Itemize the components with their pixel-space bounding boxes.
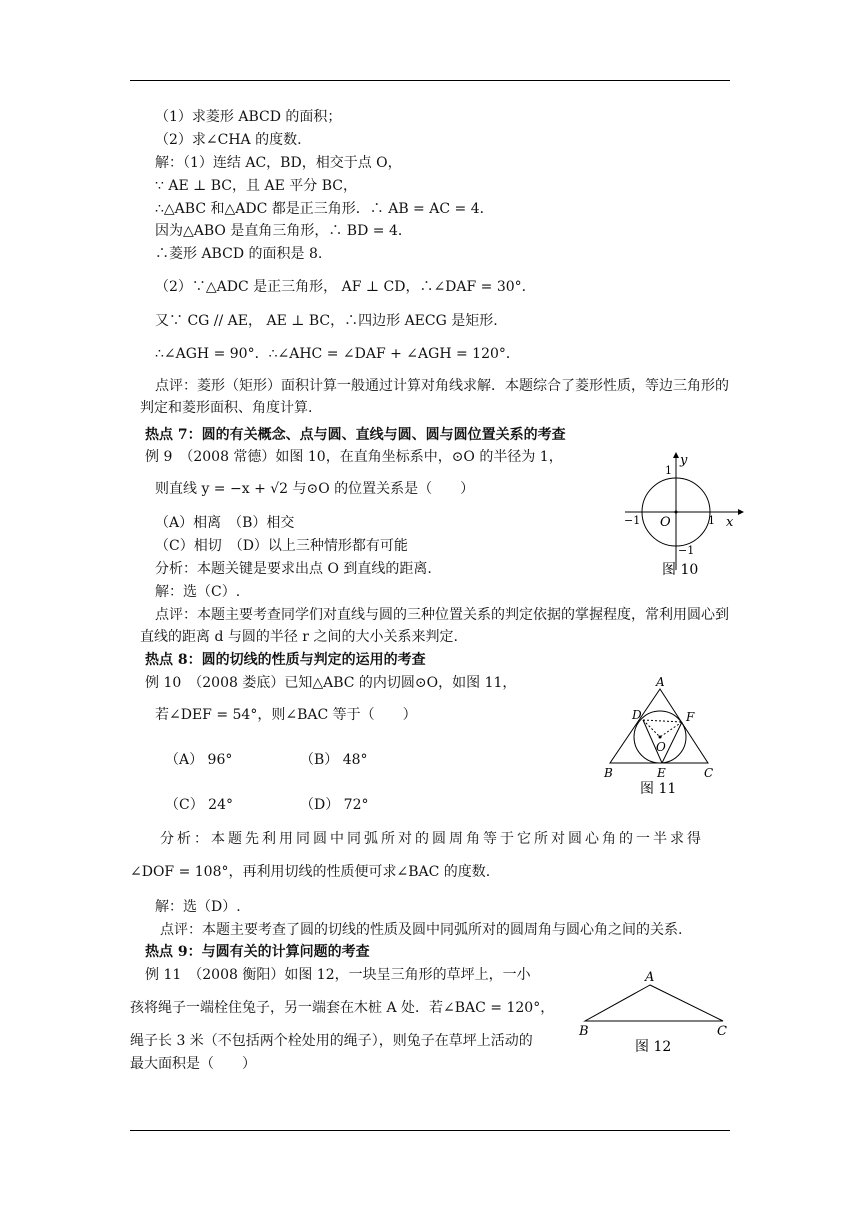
fig10-caption: 图 10 [662, 562, 699, 578]
fig11-label-d: D [632, 708, 642, 722]
figure-12 [575, 965, 735, 1055]
figure-10 [620, 450, 750, 580]
example-11-line: 例 11 （2008 衡阳）如图 12，一块呈三角形的草坪上，一小 [145, 967, 531, 983]
solution-line: （2）∵△ADC 是正三角形， AF ⊥ CD，∴∠DAF = 30°． [155, 279, 536, 295]
fig11-label-c: C [704, 766, 714, 780]
choice-c: （C） 24° [165, 797, 233, 813]
question-1: （1）求菱形 ABCD 的面积； [155, 109, 342, 125]
choice-d: （D） 72° [300, 797, 369, 813]
fig11-caption: 图 11 [640, 781, 677, 797]
hotspot-heading-7: 热点 7：圆的有关概念、点与圆、直线与圆、圆与圆位置关系的考查 [145, 427, 566, 443]
fig12-label-a: A [645, 970, 655, 985]
hotspot-heading-8: 热点 8：圆的切线的性质与判定的运用的考查 [145, 652, 426, 668]
solution-line: ∴∠AGH = 90°．∴∠AHC = ∠DAF + ∠AGH = 120°． [155, 346, 520, 362]
figure-11 [600, 675, 720, 800]
fig11-label-f: F [686, 710, 695, 724]
comment-paragraph: 点评：菱形（矩形）面积计算一般通过计算对角线求解．本题综合了菱形性质，等边三角形的判定和菱形面积、角度计算. [140, 378, 729, 416]
solution-line: ∴菱形 ABCD 的面积是 8. [155, 246, 323, 262]
solution-line: ∴△ABC 和△ADC 都是正三角形．∴ AB = AC = 4． [155, 201, 494, 217]
fig12-label-c: C [717, 1024, 727, 1039]
fig10-x-label: x [726, 515, 734, 530]
example-11-line: 绳子长 3 米（不包括两个栓处用的绳子），则兔子在草坪上活动的 [130, 1033, 533, 1049]
choice-a: （A） 96° [165, 752, 233, 768]
example-11-line: 孩将绳子一端栓住兔子，另一端套在木桩 A 处．若∠BAC = 120°， [130, 1000, 555, 1016]
fig12-caption: 图 12 [635, 1039, 672, 1055]
fig12-label-b: B [579, 1024, 589, 1039]
example-9-comment: 点评：本题主要考查同学们对直线与圆的三种位置关系的判定依据的掌握程度，常利用圆心到直线的距离 d 与圆的半径 r 之间的大小关系来判定. [140, 607, 729, 645]
solution-line: 解：（1）连结 AC，BD，相交于点 O， [155, 155, 402, 171]
fig10-tick: 1 [665, 464, 672, 477]
hotspot-heading-9: 热点 9：与圆有关的计算问题的考查 [145, 944, 370, 960]
example-9-choices: （A）相离 （B）相交 [155, 515, 295, 531]
fig11-label-a: A [656, 675, 665, 689]
solution-line: ∵ AE ⊥ BC，且 AE 平分 BC， [155, 178, 357, 194]
top-rule [130, 80, 730, 81]
example-10-line: 若∠DEF = 54°，则∠BAC 等于（ ） [155, 707, 417, 723]
example-9-line: 则直线 y = −x + √2 与⊙O 的位置关系是（ ） [155, 481, 475, 497]
example-11-line: 最大面积是（ ） [130, 1056, 256, 1072]
example-9-choices: （C）相切 （D）以上三种情形都有可能 [155, 538, 408, 554]
example-10-comment: 点评：本题主要考查了圆的切线的性质及圆中同弧所对的圆周角与圆心角之间的关系. [160, 922, 683, 938]
example-10-answer: 解：选（D）. [155, 899, 241, 915]
fig10-y-label: y [680, 453, 688, 468]
fig11-label-e: E [657, 766, 666, 780]
fig10-tick: −1 [678, 544, 695, 557]
bottom-rule [130, 1130, 730, 1131]
solution-line: 因为△ABO 是直角三角形，∴ BD = 4． [155, 223, 412, 239]
example-10-line: 例 10 （2008 娄底）已知△ABC 的内切圆⊙O，如图 11， [145, 675, 517, 691]
solution-line: 又∵ CG // AE， AE ⊥ BC，∴四边形 AECG 是矩形. [155, 313, 498, 329]
fig10-origin: O [660, 515, 671, 530]
question-2: （2）求∠CHA 的度数. [155, 132, 302, 148]
fig11-label-b: B [604, 766, 613, 780]
fig10-tick: 1 [708, 514, 715, 527]
example-9-analysis: 分析：本题关键是要求出点 O 到直线的距离. [155, 561, 432, 577]
fig11-label-o: O [656, 740, 666, 754]
example-9-answer: 解：选（C）. [155, 584, 241, 600]
choice-b: （B） 48° [300, 752, 368, 768]
example-10-analysis: 分析：本题先利用同圆中同弧所对的圆周角等于它所对圆心角的一半求得 [160, 831, 704, 847]
example-10-analysis: ∠DOF = 108°，再利用切线的性质便可求∠BAC 的度数. [130, 864, 491, 880]
fig10-tick: −1 [624, 514, 641, 527]
example-9-line: 例 9 （2008 常德）如图 10，在直角坐标系中，⊙O 的半径为 1， [145, 449, 563, 465]
